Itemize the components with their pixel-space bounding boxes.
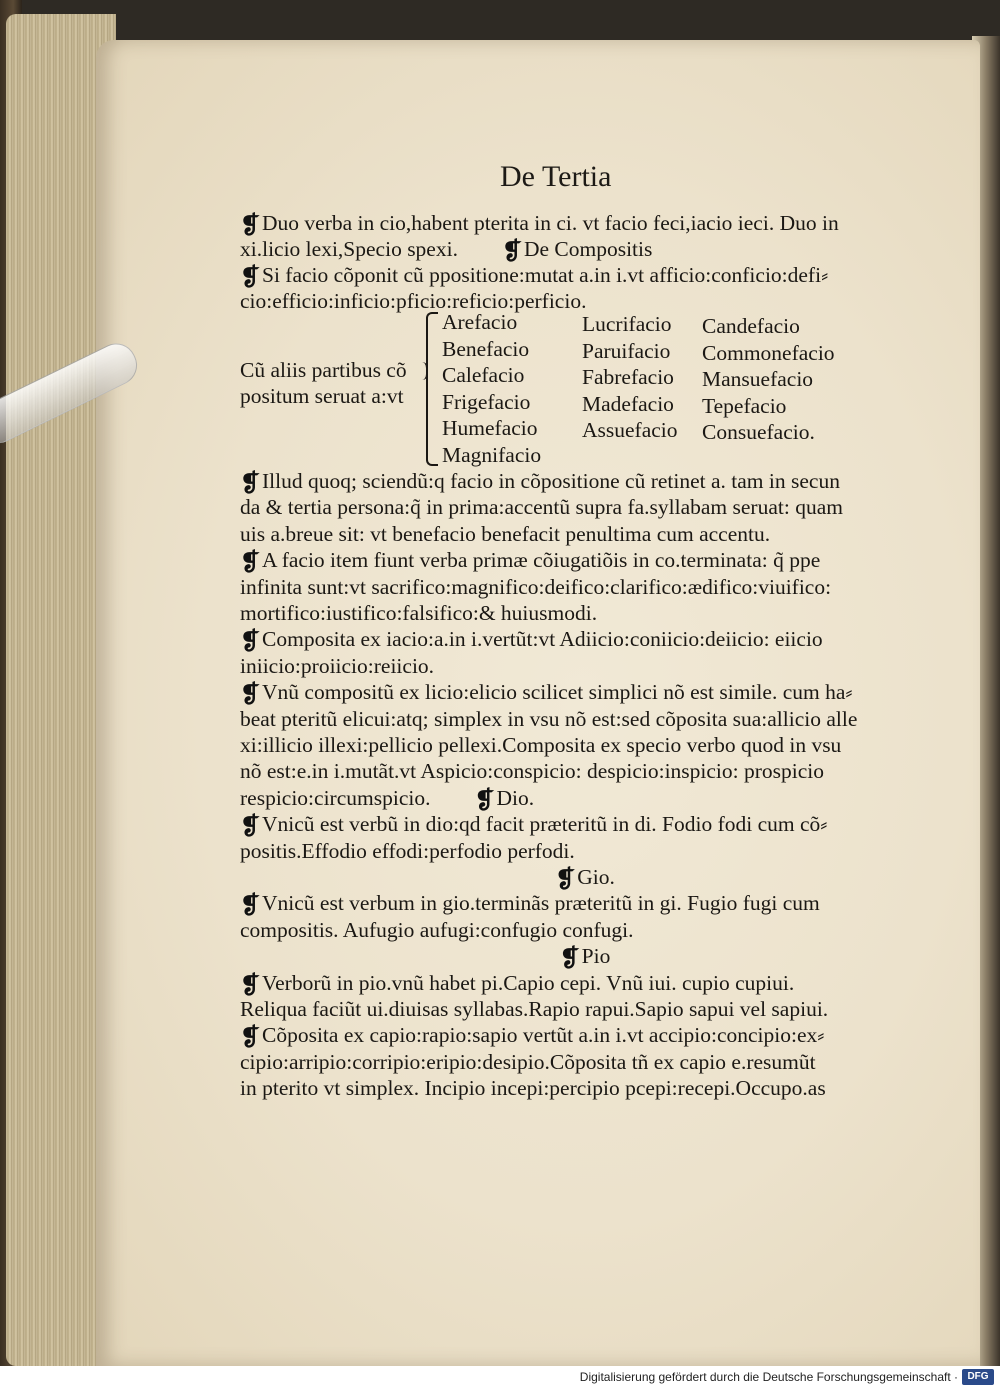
line-text: uis a.breue sit: vt benefacio benefacit penultima cum accentu. <box>240 522 771 546</box>
pilcrow-icon: ❡ <box>559 946 580 972</box>
line-text: Reliqua faciũt ui.diuisas syllabas.Rapio rapui.Sapio sapui vel sapiui. <box>240 997 829 1021</box>
section-heading: Gio. <box>577 865 615 889</box>
pilcrow-icon: ❡ <box>240 893 261 919</box>
text-line <box>240 838 575 864</box>
line-text: Duo verba in cio,habent pterita in ci. vt facio feci,iacio ieci. Duo in <box>262 211 839 235</box>
table-word: Consuefacio. <box>702 420 815 444</box>
text-line <box>240 626 823 653</box>
text-line <box>240 917 634 943</box>
line-text: A facio item fiunt verba primæ cõiugatiõis in co.terminata: q̃ ppe <box>262 548 821 572</box>
line-text: cio:efficio:inficio:pficio:reficio:perficio. <box>240 289 587 313</box>
line-text: Illud quoq; sciendũ:q facio in cõpositione cũ retinet a. tam in secun <box>262 469 840 493</box>
pilcrow-icon: ❡ <box>240 1025 261 1051</box>
footer <box>0 1366 1000 1389</box>
text-line <box>240 732 841 758</box>
text-line <box>240 600 597 626</box>
line-text: Verborũ in pio.vnũ habet pi.Capio cepi. Vnũ iui. cupio cupiui. <box>262 971 795 995</box>
table-word: Candefacio <box>702 314 800 338</box>
text-line <box>240 521 770 547</box>
dfg-logo-icon: DFG <box>962 1369 994 1385</box>
line-text: xi:illicio illexi:pellicio pellexi.Composita ex specio verbo quod in vsu <box>240 733 842 757</box>
table-word: Frigefacio <box>442 389 531 414</box>
text-line <box>240 210 839 237</box>
text-line <box>240 574 831 600</box>
section-heading: Dio. <box>496 786 535 810</box>
line-text: da & tertia persona:q̃ in prima:accentũ supra fa.syllabam seruat: quam <box>240 495 843 519</box>
text-line <box>240 970 794 997</box>
pilcrow-icon: ❡ <box>240 814 261 840</box>
pilcrow-icon: ❡ <box>555 867 576 893</box>
page-heading: De Tertia <box>500 160 612 193</box>
text-line <box>240 785 534 812</box>
table-word: Mansuefacio <box>702 367 814 391</box>
pilcrow-icon: ❡ <box>240 471 261 497</box>
table-word: Assuefacio <box>582 418 678 442</box>
line-text: in pterito vt simplex. Incipio incepi:percipio pcepi:recepi.Occupo.as <box>240 1076 826 1100</box>
line-text: Si facio cõponit cũ ppositione:mutat a.in i.vt afficio:conficio:defi⸗ <box>262 263 829 287</box>
text-line <box>240 262 828 289</box>
line-text: Cõposita ex capio:rapio:sapio vertũt a.in i.vt accipio:concipio:ex⸗ <box>262 1023 825 1047</box>
table-word: Arefacio <box>442 310 518 334</box>
text-line <box>240 1049 816 1075</box>
section-heading: De Compositis <box>523 237 653 261</box>
table-word: Lucrifacio <box>582 312 672 336</box>
line-text: compositis. Aufugio aufugi:confugio confugi. <box>240 918 634 942</box>
line-text: mortifico:iustifico:falsifico:& huiusmodi. <box>240 601 598 625</box>
text-line <box>240 494 843 520</box>
line-text: infinita sunt:vt sacrifico:magnifico:deifico:clarifico:ædifico:viuifico: <box>240 575 832 599</box>
brace-mid <box>418 362 428 380</box>
text-line <box>240 1022 824 1049</box>
table-word: Tepefacio <box>702 393 787 418</box>
text-line <box>240 236 652 263</box>
table-word: Benefacio <box>442 336 530 361</box>
line-text: Vnicũ est verbum in gio.terminãs præteritũ in gi. Fugio fugi cum <box>262 891 820 915</box>
line-text: respicio:circumspicio. <box>240 786 431 810</box>
line-text: nõ est:e.in i.mutãt.vt Aspicio:conspicio: despicio:inspicio: prospicio <box>240 759 825 783</box>
pilcrow-icon: ❡ <box>501 239 523 265</box>
pilcrow-icon: ❡ <box>474 788 495 814</box>
line-text: Vnũ compositũ ex licio:elicio scilicet simplici nõ est simile. cum ha⸗ <box>262 680 853 704</box>
table-word: Calefacio <box>442 363 525 387</box>
text-line <box>240 288 586 314</box>
text-line <box>240 706 857 732</box>
table-word: Fabrefacio <box>582 365 674 389</box>
pilcrow-icon: ❡ <box>240 629 261 655</box>
table-word: Humefacio <box>442 416 538 440</box>
line-text: cipio:arripio:corripio:eripio:desipio.Cõposita tñ ex capio e.resumũt <box>240 1050 816 1074</box>
pilcrow-icon: ❡ <box>240 265 261 291</box>
text-line <box>240 653 434 679</box>
text-line <box>240 468 840 495</box>
line-text: Composita ex iacio:a.in i.vertũt:vt Adiicio:coniicio:deiicio: eiicio <box>262 627 823 651</box>
table-word: Paruifacio <box>582 338 671 363</box>
table-label-1: Cũ aliis partibus cõ <box>240 358 407 382</box>
section-heading: Pio <box>581 944 611 968</box>
text-line <box>240 996 828 1022</box>
line-text: Vnicũ est verbũ in dio:qd facit præteritũ in di. Fodio fodi cum cõ⸗ <box>262 812 828 836</box>
line-text: beat pteritũ elicui:atq; simplex in vsu nõ est:sed cõposita sua:allicio alle <box>240 707 858 731</box>
line-text: positis.Effodio effodi:perfodio perfodi. <box>240 839 575 863</box>
pilcrow-icon: ❡ <box>240 682 261 708</box>
text-line <box>240 679 853 706</box>
brace <box>426 312 438 466</box>
line-text: xi.licio lexi,Specio spexi. <box>240 237 458 261</box>
table-word: Commonefacio <box>702 340 835 365</box>
text-line <box>0 864 1000 891</box>
text-line <box>240 890 820 917</box>
table-word: Magnifacio <box>442 442 542 467</box>
table-word: Madefacio <box>582 391 674 416</box>
text-line <box>240 758 824 784</box>
line-text: iniicio:proiicio:reiicio. <box>240 654 435 678</box>
pilcrow-icon: ❡ <box>240 213 261 239</box>
text-line <box>240 1075 826 1101</box>
pilcrow-icon: ❡ <box>240 973 261 999</box>
footer-credit: Digitalisierung gefördert durch die Deutsche Forschungsgemeinschaft · <box>579 1370 958 1384</box>
pilcrow-icon: ❡ <box>240 550 261 576</box>
text-line <box>240 547 820 574</box>
table-label-2: positum seruat a:vt <box>240 384 404 408</box>
text-line <box>240 811 827 838</box>
text-line <box>0 943 1000 970</box>
